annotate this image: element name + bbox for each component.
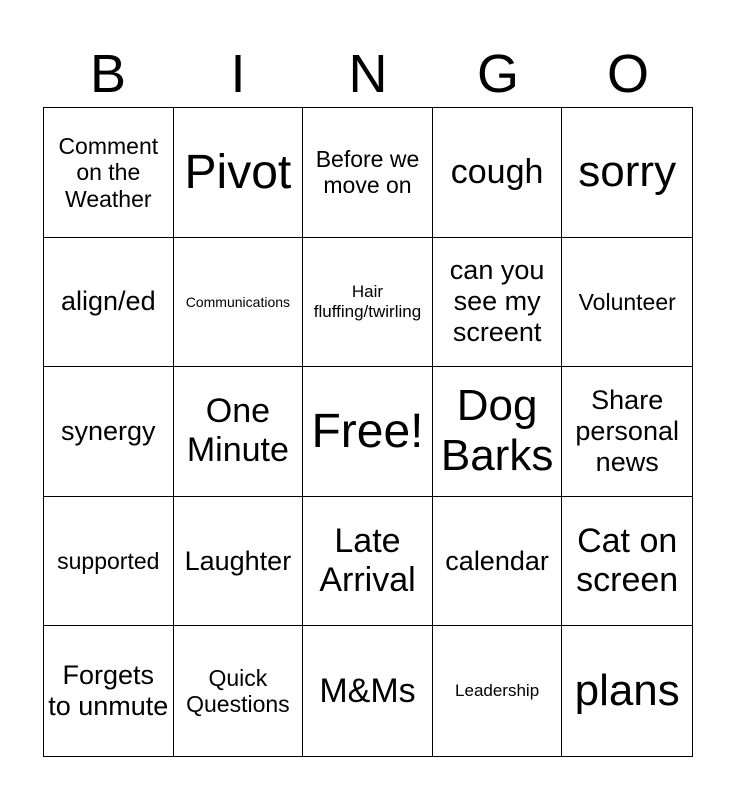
bingo-cell[interactable]: plans	[574, 665, 680, 715]
free-space-cell[interactable]: Free!	[303, 367, 433, 497]
bingo-cell[interactable]: align/ed	[44, 238, 174, 368]
header-letter-b: B	[89, 44, 127, 104]
bingo-cell[interactable]: supported	[44, 497, 174, 627]
bingo-cell[interactable]: Volunteer	[562, 238, 692, 368]
bingo-board	[43, 107, 693, 757]
bingo-cell[interactable]: Communications	[174, 238, 304, 368]
header-letter-i: I	[230, 44, 246, 104]
bingo-cell[interactable]: Comment on the Weather	[44, 108, 174, 238]
bingo-cell[interactable]: Forgets to unmute	[44, 626, 174, 756]
header-letter-n: N	[348, 44, 388, 104]
bingo-cell[interactable]: sorry	[562, 108, 692, 238]
header-letter-o: O	[606, 44, 649, 104]
bingo-cell[interactable]: Laughter	[174, 497, 304, 627]
bingo-cell[interactable]: synergy	[44, 367, 174, 497]
bingo-cell[interactable]: Before we move on	[303, 108, 433, 238]
bingo-cell[interactable]: Pivot	[174, 108, 304, 238]
bingo-cell[interactable]: Share personal news	[562, 367, 692, 497]
bingo-cell[interactable]: M&Ms	[303, 626, 433, 756]
header-letter-g: G	[476, 44, 519, 104]
bingo-cell[interactable]: cough	[433, 108, 563, 238]
bingo-cell[interactable]: Quick Questions	[174, 626, 304, 756]
bingo-cell[interactable]: Cat on screen	[562, 497, 692, 627]
bingo-cell[interactable]: can you see my screent	[433, 238, 563, 368]
bingo-cell[interactable]: Dog Barks	[433, 367, 563, 497]
bingo-cell[interactable]: calendar	[433, 497, 563, 627]
bingo-cell[interactable]: One Minute	[174, 367, 304, 497]
bingo-header	[43, 40, 693, 108]
bingo-cell[interactable]: Hair fluffing/twirling	[303, 238, 433, 368]
bingo-cell[interactable]: Late Arrival	[303, 497, 433, 627]
bingo-cell[interactable]: Leadership	[433, 626, 563, 756]
